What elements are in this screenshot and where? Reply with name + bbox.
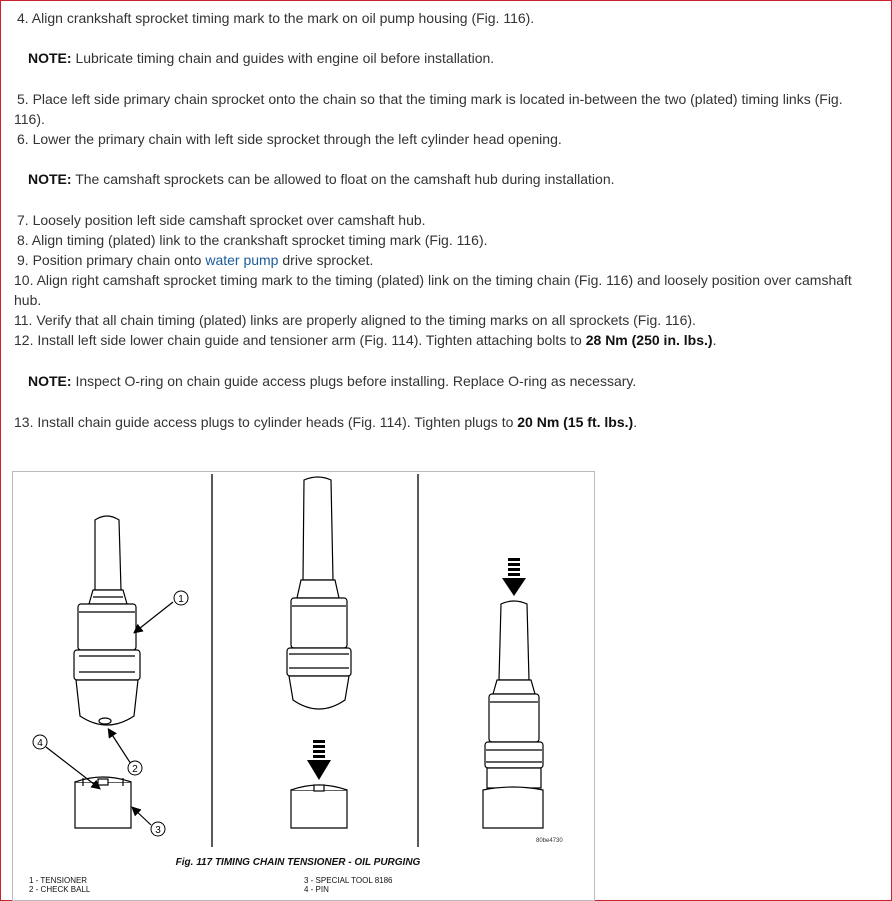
step-4: 4. Align crankshaft sprocket timing mark to the mark on oil pump housing (Fig. 116). xyxy=(17,10,535,26)
note-camshaft: NOTE: The camshaft sprockets can be allowed to float on the camshaft hub during installation. xyxy=(28,171,615,187)
figure-caption: Fig. 117 TIMING CHAIN TENSIONER - OIL PURGING xyxy=(175,857,421,868)
down-arrow-panel-2 xyxy=(307,740,331,780)
callout-3: 3 xyxy=(155,825,161,836)
step-13: 13. Install chain guide access plugs to cylinder heads (Fig. 114). Tighten plugs to 20 Nm (15 ft. lbs.). xyxy=(14,414,638,430)
step-6: 6. Lower the primary chain with left side sprocket through the left cylinder head opening. xyxy=(17,131,562,147)
step-9: 9. Position primary chain onto water pump drive sprocket. xyxy=(17,252,374,268)
legend-right: 3 - SPECIAL TOOL 8186 4 - PIN xyxy=(304,876,393,894)
callout-4: 4 xyxy=(37,738,43,749)
note-o-ring: NOTE: Inspect O-ring on chain guide access plugs before installing. Replace O-ring as necessary. xyxy=(28,373,637,389)
figure-117 xyxy=(12,471,595,901)
step-10: 10. Align right camshaft sprocket timing mark to the timing (plated) link on the timing chain (Fig. 116) and loosely position over camshaft hub. xyxy=(14,272,852,308)
tensioner-panel-3 xyxy=(483,601,543,828)
water-pump-link[interactable]: water pump xyxy=(205,252,279,268)
step-7: 7. Loosely position left side camshaft sprocket over camshaft hub. xyxy=(17,212,426,228)
note-lubricate: NOTE: Lubricate timing chain and guides with engine oil before installation. xyxy=(28,50,495,66)
tool-panel-2 xyxy=(291,785,347,828)
tensioner-panel-1 xyxy=(74,516,140,725)
step-8: 8. Align timing (plated) link to the crankshaft sprocket timing mark (Fig. 116). xyxy=(17,232,488,248)
step-5: 5. Place left side primary chain sprocket onto the chain so that the timing mark is located in-between the two (plated) timing links (Fig. 116). xyxy=(14,91,843,127)
callout-1: 1 xyxy=(178,594,184,605)
figure-code: 80be4730 xyxy=(536,838,563,844)
down-arrow-panel-3 xyxy=(502,558,526,596)
legend-left: 1 - TENSIONER 2 - CHECK BALL xyxy=(29,876,91,894)
special-tool-8186 xyxy=(75,777,131,828)
tensioner-panel-2 xyxy=(287,477,351,709)
step-12: 12. Install left side lower chain guide and tensioner arm (Fig. 114). Tighten attaching bolts to 28 Nm (250 in. lbs.). xyxy=(14,332,717,348)
step-11: 11. Verify that all chain timing (plated) links are properly aligned to the timing marks on all sprockets (Fig. 116). xyxy=(14,312,696,328)
callout-2: 2 xyxy=(132,764,138,775)
tensioner-illustration xyxy=(13,472,595,901)
